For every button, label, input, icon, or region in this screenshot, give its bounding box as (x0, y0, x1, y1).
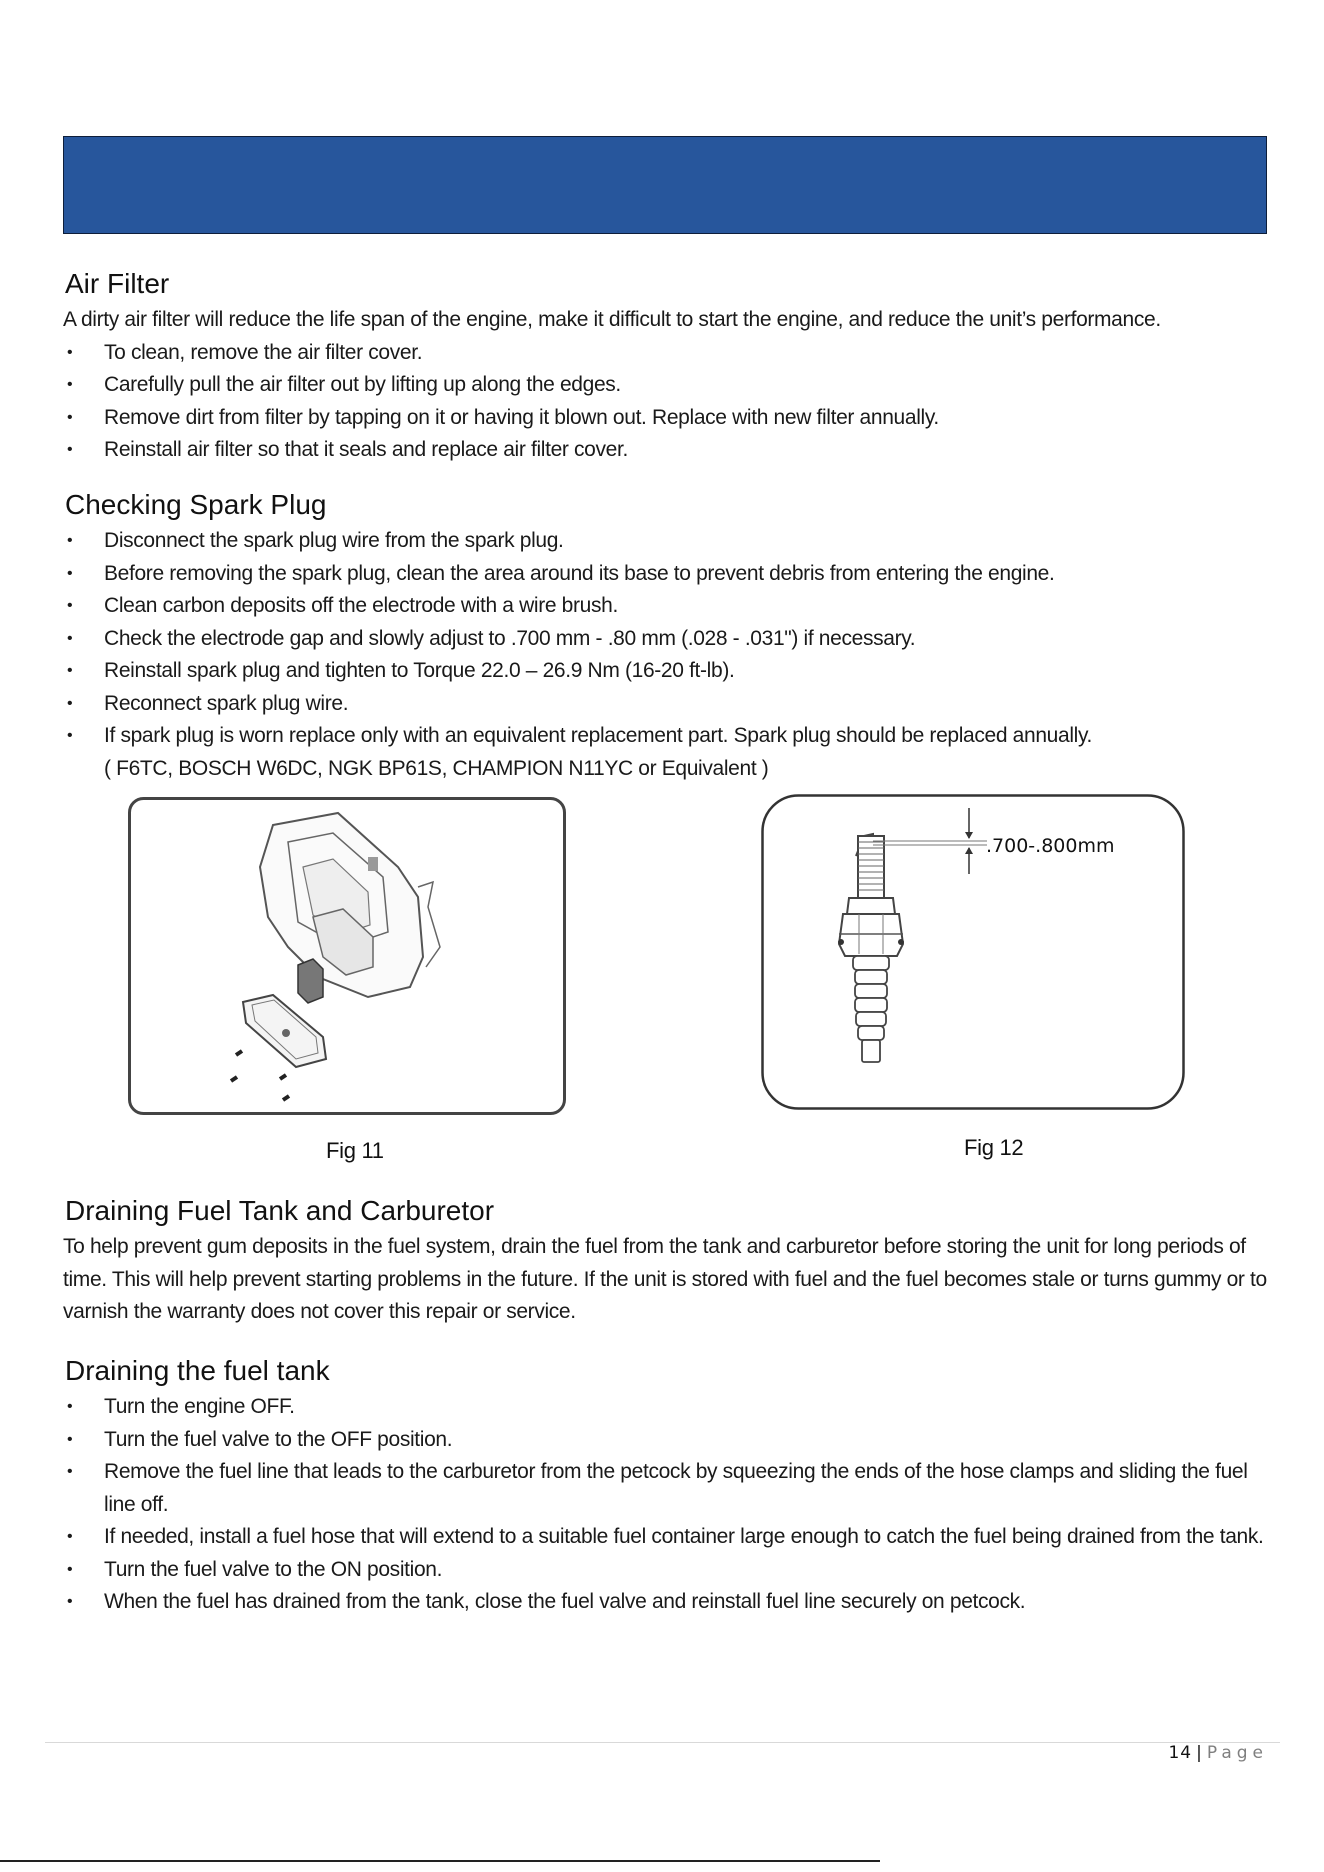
spark-plug-heading: Checking Spark Plug (65, 489, 327, 520)
draining-intro: To help prevent gum deposits in the fuel system, drain the fuel from the tank and carburetor before storing the unit for long periods of time. This will help prevent starting problems in the future. If the unit is stored with fuel and the fuel becomes stale or turns gummy or to varnish the warranty does not cover this repair or service. (63, 1235, 1267, 1323)
air-filter-heading: Air Filter (65, 268, 170, 299)
list-item: • If needed, install a fuel hose that will extend to a suitable fuel container large enough to catch the fuel being drained from the tank. (63, 1521, 1273, 1554)
figure-12-spark-plug-illustration (761, 794, 1185, 1110)
draining-heading: Draining Fuel Tank and Carburetor (65, 1195, 495, 1226)
list-item: • Remove the fuel line that leads to the carburetor from the petcock by squeezing the ends of the hose clamps and sliding the fuel line off. (63, 1456, 1273, 1521)
draining-section (63, 1193, 1273, 1329)
page-number-separator: | (1196, 1743, 1203, 1763)
list-item: • Reconnect spark plug wire. (63, 688, 1273, 721)
list-item: • Turn the fuel valve to the ON position. (63, 1554, 1273, 1587)
fuel-tank-heading: Draining the fuel tank (65, 1355, 330, 1386)
figure-11-caption: Fig 11 (326, 1138, 384, 1163)
page-number-value: 14 (1168, 1743, 1193, 1763)
footer-divider (45, 1742, 1280, 1743)
list-item: • To clean, remove the air filter cover. (63, 337, 1273, 370)
list-item: • Reinstall air filter so that it seals and replace air filter cover. (63, 434, 1273, 467)
list-item: • Clean carbon deposits off the electrode with a wire brush. (63, 590, 1273, 623)
spark-plug-section (63, 487, 1273, 785)
spark-plug-equivalents: ( F6TC, BOSCH W6DC, NGK BP61S, CHAMPION N11YC or Equivalent ) (104, 756, 769, 780)
list-item: • Disconnect the spark plug wire from the spark plug. (63, 525, 1273, 558)
list-item: • Before removing the spark plug, clean the area around its base to prevent debris from entering the engine. (63, 558, 1273, 591)
page-word: Page (1206, 1743, 1268, 1763)
list-item (63, 720, 1273, 785)
figure-11-air-filter-illustration (128, 797, 566, 1115)
header-banner (63, 136, 1267, 234)
list-item: • When the fuel has drained from the tank, close the fuel valve and reinstall fuel line securely on petcock. (63, 1586, 1273, 1619)
list-item: • Check the electrode gap and slowly adjust to .700 mm - .80 mm (.028 - .031") if necessary. (63, 623, 1273, 656)
air-filter-intro: A dirty air filter will reduce the life span of the engine, make it difficult to start the engine, and reduce the unit’s performance. (63, 308, 1161, 331)
list-item: • Carefully pull the air filter out by lifting up along the edges. (63, 369, 1273, 402)
bottom-edge-rule (0, 1860, 880, 1862)
figure-12-caption: Fig 12 (964, 1135, 1024, 1160)
air-filter-section (63, 266, 1273, 467)
air-filter-steps (63, 337, 1273, 467)
fuel-tank-steps (63, 1391, 1273, 1619)
list-item: • Remove dirt from filter by tapping on it or having it blown out. Replace with new filter annually. (63, 402, 1273, 435)
spark-plug-replace-text: If spark plug is worn replace only with an equivalent replacement part. Spark plug should be replaced annually. (104, 724, 1093, 747)
page-number (1168, 1743, 1268, 1763)
gap-measurement-label: .700-.800mm (986, 835, 1115, 857)
list-item: • Reinstall spark plug and tighten to Torque 22.0 – 26.9 Nm (16-20 ft-lb). (63, 655, 1273, 688)
fuel-tank-section (63, 1353, 1273, 1619)
list-item: • Turn the engine OFF. (63, 1391, 1273, 1424)
list-item: • Turn the fuel valve to the OFF position. (63, 1424, 1273, 1457)
spark-plug-steps (63, 525, 1273, 785)
